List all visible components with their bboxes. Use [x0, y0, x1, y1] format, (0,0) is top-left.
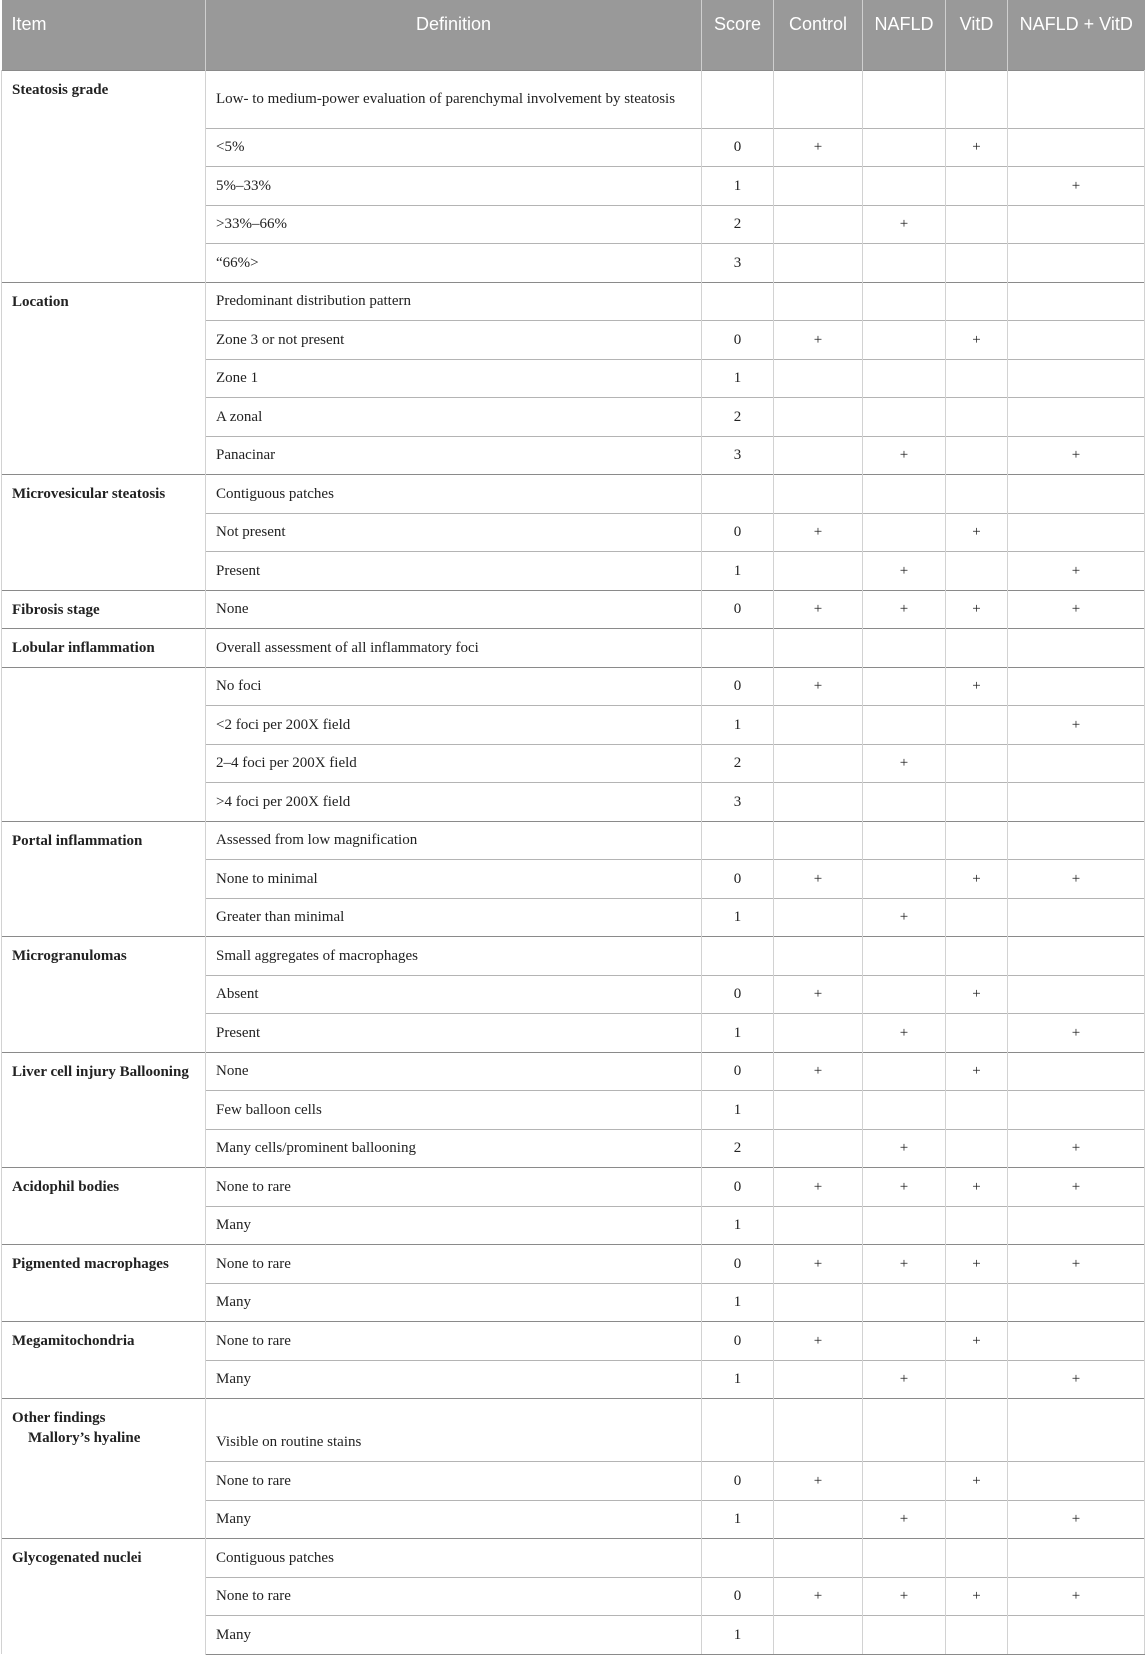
- vitd-cell: [946, 1014, 1008, 1053]
- table-row: [2, 475, 1145, 514]
- nafld-cell: [863, 475, 946, 514]
- item-label: Megamitochondria: [12, 1333, 135, 1349]
- nafld-vitd-cell: [1008, 667, 1145, 706]
- nafld-cell: [863, 1462, 946, 1501]
- definition-cell: <5%: [206, 128, 702, 167]
- definition-cell: Panacinar: [206, 436, 702, 475]
- item-label: Microvesicular steatosis: [12, 486, 166, 502]
- item-cell: [2, 937, 206, 1053]
- vitd-cell: [946, 937, 1008, 976]
- control-cell: +: [774, 1245, 863, 1284]
- control-cell: +: [774, 513, 863, 552]
- nafld-vitd-cell: [1008, 1091, 1145, 1130]
- header-row: [2, 0, 1145, 70]
- nafld-vitd-cell: +: [1008, 167, 1145, 206]
- item-cell: [2, 475, 206, 591]
- nafld-vitd-cell: [1008, 205, 1145, 244]
- nafld-vitd-cell: [1008, 1283, 1145, 1322]
- nafld-cell: [863, 1322, 946, 1361]
- nafld-cell: +: [863, 744, 946, 783]
- definition-cell: Absent: [206, 975, 702, 1014]
- vitd-cell: [946, 629, 1008, 668]
- control-cell: [774, 205, 863, 244]
- definition-cell: Present: [206, 552, 702, 591]
- nafld-cell: [863, 975, 946, 1014]
- nafld-cell: [863, 1206, 946, 1245]
- definition-cell: Small aggregates of macrophages: [206, 937, 702, 976]
- vitd-cell: [946, 1283, 1008, 1322]
- table-body: [2, 70, 1145, 1654]
- definition-cell: Zone 1: [206, 359, 702, 398]
- item-cell: [2, 1539, 206, 1655]
- item-sublabel: Mallory’s hyaline: [28, 1430, 141, 1446]
- control-cell: +: [774, 1168, 863, 1207]
- nafld-cell: [863, 321, 946, 360]
- nafld-vitd-cell: [1008, 513, 1145, 552]
- control-cell: [774, 783, 863, 822]
- item-cell: [2, 1322, 206, 1399]
- control-cell: [774, 706, 863, 745]
- control-cell: +: [774, 1052, 863, 1091]
- definition-cell: Greater than minimal: [206, 898, 702, 937]
- vitd-cell: [946, 205, 1008, 244]
- item-label: Pigmented macrophages: [12, 1256, 169, 1272]
- score-cell: 0: [702, 128, 774, 167]
- table-row: [2, 1245, 1145, 1284]
- header-vitd: VitD: [946, 0, 1008, 70]
- item-cell: [2, 1399, 206, 1539]
- header-control: Control: [774, 0, 863, 70]
- nafld-cell: [863, 128, 946, 167]
- vitd-cell: [946, 70, 1008, 128]
- vitd-cell: +: [946, 1052, 1008, 1091]
- score-cell: 0: [702, 1322, 774, 1361]
- definition-cell: Many: [206, 1500, 702, 1539]
- vitd-cell: [946, 436, 1008, 475]
- nafld-vitd-cell: [1008, 1616, 1145, 1655]
- table-row: [2, 1399, 1145, 1462]
- control-cell: [774, 744, 863, 783]
- control-cell: [774, 1539, 863, 1578]
- nafld-cell: [863, 1539, 946, 1578]
- nafld-cell: [863, 1283, 946, 1322]
- item-label: Lobular inflammation: [12, 640, 155, 656]
- vitd-cell: +: [946, 321, 1008, 360]
- vitd-cell: [946, 244, 1008, 283]
- control-cell: [774, 898, 863, 937]
- vitd-cell: [946, 1360, 1008, 1399]
- nafld-vitd-cell: [1008, 128, 1145, 167]
- item-label: Fibrosis stage: [12, 601, 100, 618]
- nafld-cell: [863, 706, 946, 745]
- control-cell: [774, 244, 863, 283]
- nafld-vitd-cell: [1008, 244, 1145, 283]
- nafld-cell: [863, 937, 946, 976]
- nafld-cell: [863, 783, 946, 822]
- nafld-vitd-cell: [1008, 398, 1145, 437]
- nafld-cell: [863, 1616, 946, 1655]
- definition-cell: <2 foci per 200X field: [206, 706, 702, 745]
- nafld-cell: [863, 821, 946, 860]
- vitd-cell: [946, 1129, 1008, 1168]
- vitd-cell: [946, 821, 1008, 860]
- score-cell: [702, 821, 774, 860]
- item-label: Acidophil bodies: [12, 1179, 120, 1195]
- nafld-cell: [863, 70, 946, 128]
- definition-cell: Present: [206, 1014, 702, 1053]
- vitd-cell: [946, 783, 1008, 822]
- nafld-cell: [863, 398, 946, 437]
- nafld-cell: [863, 629, 946, 668]
- nafld-vitd-cell: +: [1008, 1500, 1145, 1539]
- nafld-vitd-cell: +: [1008, 1245, 1145, 1284]
- header-nafld-vitd: NAFLD + VitD: [1008, 0, 1145, 70]
- vitd-cell: [946, 1616, 1008, 1655]
- control-cell: [774, 398, 863, 437]
- score-cell: [702, 282, 774, 321]
- nafld-cell: +: [863, 898, 946, 937]
- nafld-cell: [863, 167, 946, 206]
- nafld-vitd-cell: [1008, 1322, 1145, 1361]
- nafld-vitd-cell: [1008, 898, 1145, 937]
- control-cell: +: [774, 667, 863, 706]
- nafld-vitd-cell: +: [1008, 552, 1145, 591]
- control-cell: [774, 1129, 863, 1168]
- nafld-vitd-cell: [1008, 1206, 1145, 1245]
- table-row: [2, 282, 1145, 321]
- vitd-cell: +: [946, 667, 1008, 706]
- nafld-vitd-cell: [1008, 70, 1145, 128]
- header-definition: Definition: [206, 0, 702, 70]
- definition-cell: None to rare: [206, 1168, 702, 1207]
- score-cell: 0: [702, 975, 774, 1014]
- nafld-vitd-cell: [1008, 821, 1145, 860]
- control-cell: [774, 821, 863, 860]
- definition-cell: Contiguous patches: [206, 1539, 702, 1578]
- definition-cell: Many: [206, 1360, 702, 1399]
- score-cell: 1: [702, 1283, 774, 1322]
- nafld-vitd-cell: [1008, 359, 1145, 398]
- nafld-vitd-cell: +: [1008, 706, 1145, 745]
- nafld-cell: [863, 1052, 946, 1091]
- definition-cell: Zone 3 or not present: [206, 321, 702, 360]
- item-cell: [2, 629, 206, 668]
- definition-cell: Many: [206, 1206, 702, 1245]
- score-cell: [702, 70, 774, 128]
- vitd-cell: +: [946, 590, 1008, 629]
- nafld-cell: [863, 513, 946, 552]
- item-cell: [2, 821, 206, 937]
- score-cell: 1: [702, 1616, 774, 1655]
- vitd-cell: +: [946, 128, 1008, 167]
- control-cell: [774, 1091, 863, 1130]
- score-cell: 0: [702, 667, 774, 706]
- nafld-vitd-cell: +: [1008, 590, 1145, 629]
- vitd-cell: +: [946, 1322, 1008, 1361]
- control-cell: [774, 1616, 863, 1655]
- vitd-cell: [946, 1399, 1008, 1462]
- vitd-cell: [946, 359, 1008, 398]
- definition-cell: None to rare: [206, 1322, 702, 1361]
- vitd-cell: +: [946, 1462, 1008, 1501]
- control-cell: [774, 1206, 863, 1245]
- control-cell: [774, 475, 863, 514]
- score-cell: 3: [702, 436, 774, 475]
- control-cell: [774, 1283, 863, 1322]
- control-cell: [774, 1399, 863, 1462]
- table-row: [2, 70, 1145, 128]
- nafld-vitd-cell: [1008, 937, 1145, 976]
- definition-cell: Low- to medium-power evaluation of parenchymal involvement by steatosis: [206, 70, 702, 128]
- nafld-cell: +: [863, 1245, 946, 1284]
- item-cell: [2, 1245, 206, 1322]
- score-cell: [702, 1399, 774, 1462]
- table-row: [2, 590, 1145, 629]
- vitd-cell: [946, 744, 1008, 783]
- nafld-vitd-cell: +: [1008, 1577, 1145, 1616]
- control-cell: [774, 1014, 863, 1053]
- nafld-vitd-cell: [1008, 744, 1145, 783]
- nafld-cell: [863, 359, 946, 398]
- definition-cell: >33%–66%: [206, 205, 702, 244]
- control-cell: [774, 167, 863, 206]
- score-cell: [702, 629, 774, 668]
- control-cell: +: [774, 1462, 863, 1501]
- item-cell: [2, 282, 206, 475]
- nafld-cell: +: [863, 436, 946, 475]
- score-cell: [702, 1539, 774, 1578]
- header-item: Item: [2, 0, 206, 70]
- nafld-vitd-cell: +: [1008, 436, 1145, 475]
- vitd-cell: [946, 898, 1008, 937]
- nafld-vitd-cell: +: [1008, 860, 1145, 899]
- vitd-cell: [946, 167, 1008, 206]
- item-cell: [2, 70, 206, 282]
- definition-cell: None to rare: [206, 1462, 702, 1501]
- table-row: [2, 821, 1145, 860]
- score-cell: 0: [702, 321, 774, 360]
- score-cell: 3: [702, 783, 774, 822]
- table-row: [2, 1539, 1145, 1578]
- control-cell: +: [774, 860, 863, 899]
- vitd-cell: [946, 1206, 1008, 1245]
- score-cell: 1: [702, 552, 774, 591]
- nafld-vitd-cell: [1008, 1462, 1145, 1501]
- vitd-cell: [946, 552, 1008, 591]
- score-cell: 0: [702, 860, 774, 899]
- nafld-vitd-cell: [1008, 629, 1145, 668]
- vitd-cell: +: [946, 1245, 1008, 1284]
- vitd-cell: [946, 282, 1008, 321]
- definition-cell: Many cells/prominent ballooning: [206, 1129, 702, 1168]
- item-label: Portal inflammation: [12, 832, 143, 849]
- control-cell: +: [774, 975, 863, 1014]
- nafld-vitd-cell: +: [1008, 1014, 1145, 1053]
- score-cell: 1: [702, 359, 774, 398]
- control-cell: [774, 937, 863, 976]
- definition-cell: Overall assessment of all inflammatory foci: [206, 629, 702, 668]
- nafld-vitd-cell: +: [1008, 1360, 1145, 1399]
- score-cell: 0: [702, 1052, 774, 1091]
- nafld-vitd-cell: [1008, 783, 1145, 822]
- item-cell: [2, 590, 206, 629]
- definition-cell: Assessed from low magnification: [206, 821, 702, 860]
- score-cell: 2: [702, 1129, 774, 1168]
- item-label: Microgranulomas: [12, 948, 127, 964]
- nafld-cell: [863, 1091, 946, 1130]
- score-cell: 2: [702, 205, 774, 244]
- control-cell: [774, 629, 863, 668]
- nafld-vitd-cell: [1008, 1539, 1145, 1578]
- definition-cell: 5%–33%: [206, 167, 702, 206]
- score-cell: 0: [702, 590, 774, 629]
- control-cell: [774, 1500, 863, 1539]
- nafld-cell: [863, 282, 946, 321]
- control-cell: [774, 552, 863, 591]
- score-cell: 1: [702, 898, 774, 937]
- definition-cell: A zonal: [206, 398, 702, 437]
- nafld-cell: +: [863, 1129, 946, 1168]
- control-cell: [774, 436, 863, 475]
- vitd-cell: +: [946, 513, 1008, 552]
- score-cell: [702, 937, 774, 976]
- control-cell: +: [774, 1322, 863, 1361]
- nafld-cell: +: [863, 1168, 946, 1207]
- definition-cell: None: [206, 590, 702, 629]
- definition-cell: Contiguous patches: [206, 475, 702, 514]
- nafld-cell: [863, 244, 946, 283]
- table-row: [2, 1322, 1145, 1361]
- table-row: [2, 1052, 1145, 1091]
- nafld-vitd-cell: [1008, 1399, 1145, 1462]
- vitd-cell: +: [946, 860, 1008, 899]
- control-cell: [774, 282, 863, 321]
- nafld-cell: [863, 860, 946, 899]
- nafld-vitd-cell: [1008, 475, 1145, 514]
- score-cell: 1: [702, 1360, 774, 1399]
- nafld-cell: +: [863, 1014, 946, 1053]
- control-cell: +: [774, 128, 863, 167]
- score-cell: 1: [702, 1091, 774, 1130]
- item-label: Liver cell injury Ballooning: [12, 1063, 189, 1080]
- table-row: [2, 937, 1145, 976]
- score-cell: 3: [702, 244, 774, 283]
- table-row: [2, 1168, 1145, 1207]
- nafld-vitd-cell: [1008, 1052, 1145, 1091]
- score-cell: 2: [702, 398, 774, 437]
- score-cell: 1: [702, 1500, 774, 1539]
- vitd-cell: [946, 1500, 1008, 1539]
- definition-cell: Visible on routine stains: [206, 1399, 702, 1462]
- nafld-vitd-cell: [1008, 282, 1145, 321]
- score-cell: 0: [702, 513, 774, 552]
- definition-cell: None: [206, 1052, 702, 1091]
- item-label: Glycogenated nuclei: [12, 1550, 142, 1566]
- definition-cell: “66%>: [206, 244, 702, 283]
- score-cell: 1: [702, 167, 774, 206]
- definition-cell: Many: [206, 1616, 702, 1655]
- definition-cell: None to rare: [206, 1577, 702, 1616]
- nafld-cell: +: [863, 205, 946, 244]
- score-cell: [702, 475, 774, 514]
- definition-cell: None to minimal: [206, 860, 702, 899]
- score-cell: 0: [702, 1168, 774, 1207]
- score-cell: 0: [702, 1577, 774, 1616]
- nafld-vitd-cell: [1008, 975, 1145, 1014]
- vitd-cell: [946, 398, 1008, 437]
- definition-cell: Predominant distribution pattern: [206, 282, 702, 321]
- item-label: Other findings: [12, 1410, 106, 1426]
- nafld-cell: +: [863, 552, 946, 591]
- vitd-cell: [946, 1091, 1008, 1130]
- nafld-vitd-cell: +: [1008, 1168, 1145, 1207]
- control-cell: +: [774, 1577, 863, 1616]
- definition-cell: Few balloon cells: [206, 1091, 702, 1130]
- definition-cell: None to rare: [206, 1245, 702, 1284]
- header-nafld: NAFLD: [863, 0, 946, 70]
- score-cell: 1: [702, 1014, 774, 1053]
- nafld-cell: +: [863, 1500, 946, 1539]
- vitd-cell: [946, 1539, 1008, 1578]
- definition-cell: No foci: [206, 667, 702, 706]
- control-cell: +: [774, 321, 863, 360]
- item-cell: [2, 1052, 206, 1168]
- definition-cell: Many: [206, 1283, 702, 1322]
- item-cell: [2, 1168, 206, 1245]
- vitd-cell: [946, 475, 1008, 514]
- score-cell: 1: [702, 1206, 774, 1245]
- item-label: Steatosis grade: [12, 81, 109, 98]
- definition-cell: 2–4 foci per 200X field: [206, 744, 702, 783]
- vitd-cell: [946, 706, 1008, 745]
- vitd-cell: +: [946, 975, 1008, 1014]
- table-row: [2, 667, 1145, 706]
- score-cell: 0: [702, 1462, 774, 1501]
- nafld-vitd-cell: +: [1008, 1129, 1145, 1168]
- item-label: Location: [12, 293, 69, 310]
- header-score: Score: [702, 0, 774, 70]
- score-cell: 0: [702, 1245, 774, 1284]
- vitd-cell: +: [946, 1168, 1008, 1207]
- nafld-vitd-cell: [1008, 321, 1145, 360]
- control-cell: [774, 359, 863, 398]
- control-cell: [774, 70, 863, 128]
- item-cell: [2, 667, 206, 821]
- control-cell: [774, 1360, 863, 1399]
- nafld-cell: [863, 667, 946, 706]
- vitd-cell: +: [946, 1577, 1008, 1616]
- nafld-cell: [863, 1399, 946, 1462]
- histology-scoring-table: [1, 0, 1145, 1655]
- nafld-cell: +: [863, 1360, 946, 1399]
- definition-cell: Not present: [206, 513, 702, 552]
- definition-cell: >4 foci per 200X field: [206, 783, 702, 822]
- score-cell: 2: [702, 744, 774, 783]
- score-cell: 1: [702, 706, 774, 745]
- control-cell: +: [774, 590, 863, 629]
- table-row: [2, 629, 1145, 668]
- nafld-cell: +: [863, 1577, 946, 1616]
- nafld-cell: +: [863, 590, 946, 629]
